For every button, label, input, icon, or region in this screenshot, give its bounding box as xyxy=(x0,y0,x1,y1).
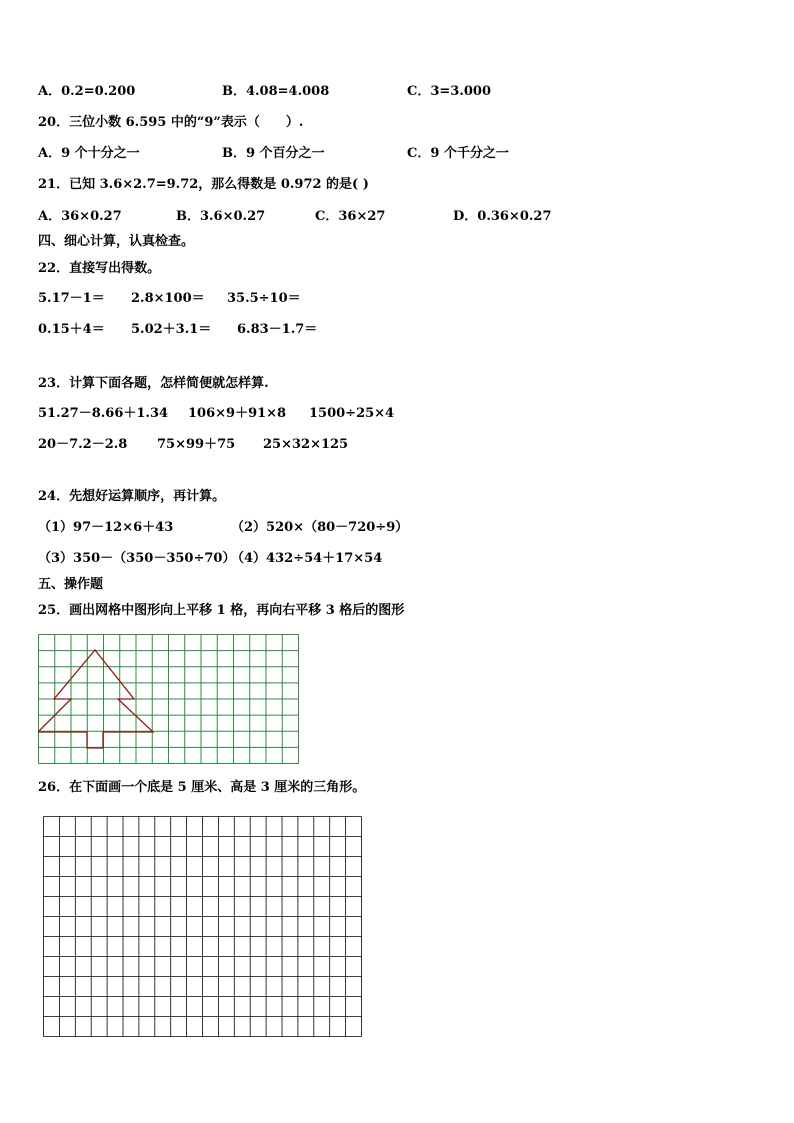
q22-r2-c2: 5.02＋3.1＝ xyxy=(131,322,212,337)
q22-r2-c3: 6.83－1.7＝ xyxy=(237,322,318,337)
q23-stem: 23．计算下面各题，怎样简便就怎样算. xyxy=(38,376,269,391)
q23-r1-c1: 51.27－8.66＋1.34 xyxy=(38,406,169,421)
q24-item-4: （4）432÷54＋17×54 xyxy=(231,551,383,566)
q19-option-c: C．3=3.000 xyxy=(407,84,491,99)
q26-drawing-grid xyxy=(43,816,363,1038)
q22-r1-c3: 35.5÷10＝ xyxy=(227,291,301,306)
q19-option-a: A．0.2=0.200 xyxy=(38,84,136,99)
q23-r1-c2: 106×9＋91×8 xyxy=(188,406,287,421)
q21-stem: 21．已知 3.6×2.7=9.72，那么得数是 0.972 的是( ) xyxy=(38,177,369,192)
q20-option-b: B．9 个百分之一 xyxy=(222,146,325,161)
q23-r2-c3: 25×32×125 xyxy=(263,437,349,452)
q24-item-3: （3）350－（350－350÷70） xyxy=(38,551,236,566)
q24-stem: 24．先想好运算顺序，再计算。 xyxy=(38,489,226,504)
q25-translation-grid xyxy=(38,634,300,764)
section-5-heading: 五、操作题 xyxy=(38,577,104,592)
q21-option-b: B．3.6×0.27 xyxy=(176,209,266,224)
q20-option-a: A．9 个十分之一 xyxy=(38,146,140,161)
q23-r2-c2: 75×99＋75 xyxy=(157,437,236,452)
q22-stem: 22．直接写出得数。 xyxy=(38,261,161,276)
q26-stem: 26．在下面画一个底是 5 厘米、高是 3 厘米的三角形。 xyxy=(38,780,366,795)
q25-stem: 25．画出网格中图形向上平移 1 格，再向右平移 3 格后的图形 xyxy=(38,603,405,618)
q23-r2-c1: 20－7.2－2.8 xyxy=(38,437,128,452)
q22-r2-c1: 0.15＋4＝ xyxy=(38,322,105,337)
q24-item-2: （2）520×（80－720÷9） xyxy=(231,520,409,535)
q26-grid-lines xyxy=(44,817,362,1037)
q25-grid-lines xyxy=(39,635,299,764)
q24-item-1: （1）97－12×6＋43 xyxy=(38,520,174,535)
q21-option-c: C．36×27 xyxy=(315,209,386,224)
q22-r1-c1: 5.17－1＝ xyxy=(38,291,105,306)
q23-r1-c3: 1500÷25×4 xyxy=(309,406,395,421)
q22-r1-c2: 2.8×100＝ xyxy=(131,291,205,306)
q20-stem: 20．三位小数 6.595 中的“9”表示（ ）. xyxy=(38,115,304,130)
q21-option-a: A．36×0.27 xyxy=(38,209,122,224)
section-4-heading: 四、细心计算，认真检查。 xyxy=(38,234,195,249)
q20-option-c: C．9 个千分之一 xyxy=(407,146,509,161)
q19-option-b: B．4.08=4.008 xyxy=(222,84,330,99)
q21-option-d: D．0.36×0.27 xyxy=(453,209,552,224)
